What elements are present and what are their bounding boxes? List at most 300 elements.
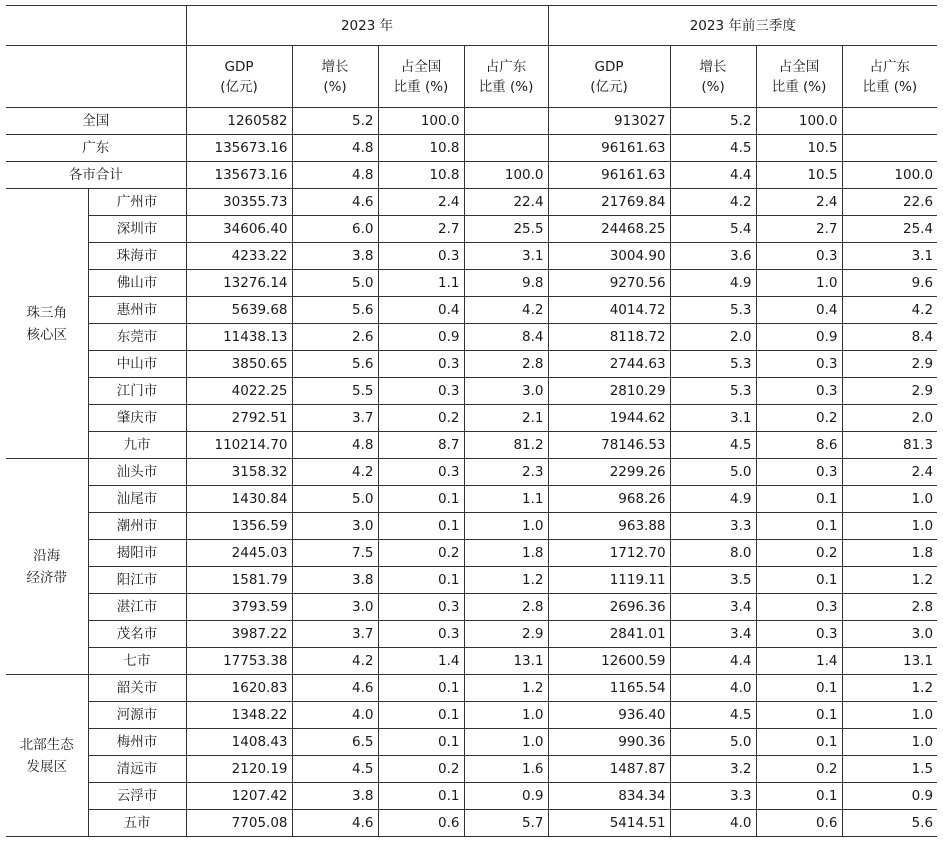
region-label-line: 发展区: [26, 758, 67, 775]
table-cell: 13276.14: [186, 270, 292, 297]
column-header-line: GDP: [224, 58, 254, 75]
city-label: 汕头市: [88, 459, 186, 486]
table-cell: 8.4: [842, 324, 937, 351]
table-header: [6, 6, 937, 108]
table-row: [6, 432, 937, 459]
table-cell: 1.0: [842, 486, 937, 513]
city-label: 湛江市: [88, 594, 186, 621]
table-row: [6, 216, 937, 243]
table-cell: 9270.56: [548, 270, 670, 297]
table-row: [6, 378, 937, 405]
table-cell: 3793.59: [186, 594, 292, 621]
table-cell: 10.5: [756, 135, 842, 162]
table-row: [6, 189, 937, 216]
table-cell: 2.0: [670, 324, 756, 351]
city-label: 汕尾市: [88, 486, 186, 513]
table-row: [6, 756, 937, 783]
table-cell: 0.2: [378, 405, 464, 432]
table-cell: 1.8: [464, 540, 548, 567]
table-cell: 22.4: [464, 189, 548, 216]
table-cell: 2.8: [464, 351, 548, 378]
table-cell: 2.4: [842, 459, 937, 486]
header-corner: [6, 6, 186, 46]
table-cell: 4.8: [292, 135, 378, 162]
table-cell: 0.3: [378, 351, 464, 378]
city-label: 肇庆市: [88, 405, 186, 432]
table-cell: 0.9: [842, 783, 937, 810]
city-label: 揭阳市: [88, 540, 186, 567]
table-cell: 21769.84: [548, 189, 670, 216]
table-cell: 0.3: [378, 621, 464, 648]
table-cell: 7.5: [292, 540, 378, 567]
table-cell: 0.3: [378, 243, 464, 270]
column-header-unit: 比重 (%): [393, 78, 449, 95]
city-label: 深圳市: [88, 216, 186, 243]
table-cell: 0.2: [756, 540, 842, 567]
table-cell: 4.0: [292, 702, 378, 729]
table-cell: 0.4: [378, 297, 464, 324]
table-cell: 4022.25: [186, 378, 292, 405]
city-label: 阳江市: [88, 567, 186, 594]
table-cell: 8.7: [378, 432, 464, 459]
table-row: [6, 459, 937, 486]
table-cell: 4.4: [670, 648, 756, 675]
table-cell: 1.0: [842, 702, 937, 729]
table-cell: 4.9: [670, 486, 756, 513]
table-cell: 1.0: [464, 513, 548, 540]
table-cell: 3.3: [670, 783, 756, 810]
column-header-line: 增长: [321, 58, 349, 75]
table-cell: 4014.72: [548, 297, 670, 324]
table-body: [6, 108, 937, 837]
table-cell: 10.8: [378, 135, 464, 162]
table-cell: 0.3: [378, 594, 464, 621]
city-label: 潮州市: [88, 513, 186, 540]
city-label: 佛山市: [88, 270, 186, 297]
table-cell: 1260582: [186, 108, 292, 135]
table-cell: 100.0: [756, 108, 842, 135]
table-cell: 1.2: [464, 675, 548, 702]
table-row: [6, 783, 937, 810]
region-label-line: 核心区: [26, 326, 67, 343]
table-cell: 7705.08: [186, 810, 292, 837]
table-cell: 1944.62: [548, 405, 670, 432]
table-cell: 22.6: [842, 189, 937, 216]
table-cell: 0.1: [756, 729, 842, 756]
table-cell: 0.3: [378, 378, 464, 405]
table-row: [6, 108, 937, 135]
table-cell: 1487.87: [548, 756, 670, 783]
table-row: [6, 594, 937, 621]
table-cell: 13.1: [842, 648, 937, 675]
header-group-q3: 2023 年前三季度: [548, 6, 937, 46]
table-cell: 135673.16: [186, 135, 292, 162]
row-label: 广东: [6, 135, 186, 162]
column-header: [756, 46, 842, 108]
table-cell: 5.2: [292, 108, 378, 135]
table-cell: 4.8: [292, 432, 378, 459]
region-label-line: 经济带: [26, 569, 67, 586]
table-cell: 11438.13: [186, 324, 292, 351]
table-row: [6, 486, 937, 513]
table-cell: 3.0: [842, 621, 937, 648]
table-cell: 2.4: [378, 189, 464, 216]
table-cell: 3.1: [464, 243, 548, 270]
table-cell: 4.2: [292, 459, 378, 486]
region-label: [6, 189, 88, 459]
table-cell: 0.1: [756, 783, 842, 810]
table-cell: 4.8: [292, 162, 378, 189]
column-header: [842, 46, 937, 108]
column-header-unit: (亿元): [220, 78, 258, 95]
city-label: 九市: [88, 432, 186, 459]
table-cell: 3004.90: [548, 243, 670, 270]
table-cell: 5.3: [670, 378, 756, 405]
table-cell: 0.3: [756, 459, 842, 486]
table-cell: 1430.84: [186, 486, 292, 513]
table-cell: 0.1: [378, 783, 464, 810]
region-label-line: 珠三角: [26, 304, 67, 321]
table-cell: 3.7: [292, 405, 378, 432]
table-cell: 3.7: [292, 621, 378, 648]
table-cell: 10.8: [378, 162, 464, 189]
column-header-unit: 比重 (%): [862, 78, 918, 95]
table-cell: 10.5: [756, 162, 842, 189]
table-cell: 0.3: [756, 594, 842, 621]
table-cell: 5.6: [842, 810, 937, 837]
table-cell: 13.1: [464, 648, 548, 675]
table-cell: 1408.43: [186, 729, 292, 756]
table-cell: 2.0: [842, 405, 937, 432]
table-cell: 4.0: [670, 810, 756, 837]
city-label: 河源市: [88, 702, 186, 729]
city-label: 江门市: [88, 378, 186, 405]
table-cell: 1581.79: [186, 567, 292, 594]
table-cell: 5.0: [292, 270, 378, 297]
table-cell: 3.6: [670, 243, 756, 270]
table-cell: 990.36: [548, 729, 670, 756]
column-header: [378, 46, 464, 108]
column-header-unit: (%): [323, 78, 347, 95]
table-cell: 1.2: [842, 675, 937, 702]
table-cell: [842, 108, 937, 135]
city-label: 东莞市: [88, 324, 186, 351]
table-cell: 1.0: [842, 729, 937, 756]
city-label: 珠海市: [88, 243, 186, 270]
table-cell: 5414.51: [548, 810, 670, 837]
column-header: [186, 46, 292, 108]
table-cell: 5.6: [292, 297, 378, 324]
table-row: [6, 567, 937, 594]
table-cell: 1119.11: [548, 567, 670, 594]
table-cell: 1.6: [464, 756, 548, 783]
table-cell: 3.2: [670, 756, 756, 783]
table-cell: 0.4: [756, 297, 842, 324]
table-cell: 9.6: [842, 270, 937, 297]
table-row: [6, 729, 937, 756]
table-cell: 8118.72: [548, 324, 670, 351]
table-cell: 30355.73: [186, 189, 292, 216]
table-cell: 6.5: [292, 729, 378, 756]
table-cell: 1.4: [756, 648, 842, 675]
table-cell: 0.3: [378, 459, 464, 486]
table-cell: 968.26: [548, 486, 670, 513]
header-corner-lower: [6, 46, 186, 108]
table-cell: 6.0: [292, 216, 378, 243]
table-cell: 3158.32: [186, 459, 292, 486]
table-row: [6, 351, 937, 378]
table-cell: 0.2: [756, 756, 842, 783]
table-row: [6, 702, 937, 729]
table-cell: 3.0: [292, 513, 378, 540]
table-row: [6, 621, 937, 648]
table-cell: 0.3: [756, 243, 842, 270]
table-row: [6, 513, 937, 540]
city-label: 韶关市: [88, 675, 186, 702]
table-cell: 81.2: [464, 432, 548, 459]
table-cell: 1.2: [842, 567, 937, 594]
table-cell: 2.8: [842, 594, 937, 621]
column-header-line: 占广东: [869, 58, 911, 75]
table-cell: 100.0: [464, 162, 548, 189]
city-label: 梅州市: [88, 729, 186, 756]
table-cell: 96161.63: [548, 135, 670, 162]
table-cell: 2792.51: [186, 405, 292, 432]
table-cell: 110214.70: [186, 432, 292, 459]
table-cell: 135673.16: [186, 162, 292, 189]
table-cell: 3.8: [292, 243, 378, 270]
table-cell: 3987.22: [186, 621, 292, 648]
column-header-line: 占全国: [778, 58, 820, 75]
table-cell: 4.6: [292, 189, 378, 216]
table-cell: 34606.40: [186, 216, 292, 243]
table-cell: 1.0: [756, 270, 842, 297]
table-cell: 3.8: [292, 567, 378, 594]
region-label: [6, 675, 88, 837]
table-cell: 4.5: [670, 702, 756, 729]
table-cell: 4.5: [292, 756, 378, 783]
table-cell: 1.5: [842, 756, 937, 783]
table-cell: 1620.83: [186, 675, 292, 702]
region-label-line: 沿海: [33, 547, 61, 564]
table-cell: 0.9: [378, 324, 464, 351]
table-cell: 3.0: [464, 378, 548, 405]
table-row: [6, 162, 937, 189]
table-cell: 3.3: [670, 513, 756, 540]
table-cell: 2841.01: [548, 621, 670, 648]
table-row: [6, 405, 937, 432]
region-label: [6, 459, 88, 675]
column-header-unit: (亿元): [590, 78, 628, 95]
table-cell: 3.1: [842, 243, 937, 270]
table-cell: 1.0: [464, 729, 548, 756]
table-cell: 100.0: [378, 108, 464, 135]
city-label: 云浮市: [88, 783, 186, 810]
table-cell: 3.4: [670, 621, 756, 648]
table-cell: 1165.54: [548, 675, 670, 702]
table-cell: 78146.53: [548, 432, 670, 459]
table-row: [6, 810, 937, 837]
table-cell: [464, 108, 548, 135]
table-cell: 12600.59: [548, 648, 670, 675]
row-label: 各市合计: [6, 162, 186, 189]
table-cell: 5.3: [670, 297, 756, 324]
table-cell: 4.2: [464, 297, 548, 324]
table-cell: 2.3: [464, 459, 548, 486]
table-cell: 2696.36: [548, 594, 670, 621]
table-cell: 2299.26: [548, 459, 670, 486]
column-header: [464, 46, 548, 108]
table-cell: 3.0: [292, 594, 378, 621]
table-cell: 0.1: [756, 702, 842, 729]
table-cell: 0.9: [756, 324, 842, 351]
table-cell: 0.6: [756, 810, 842, 837]
table-cell: 4.6: [292, 675, 378, 702]
table-cell: 2.4: [756, 189, 842, 216]
table-cell: 8.6: [756, 432, 842, 459]
table-cell: 0.1: [756, 486, 842, 513]
table-cell: 0.3: [756, 351, 842, 378]
table-cell: 1348.22: [186, 702, 292, 729]
table-cell: 0.1: [378, 702, 464, 729]
row-label: 全国: [6, 108, 186, 135]
table-cell: 5.6: [292, 351, 378, 378]
table-cell: 3.8: [292, 783, 378, 810]
table-cell: 0.1: [756, 675, 842, 702]
city-label: 七市: [88, 648, 186, 675]
column-header-unit: (%): [701, 78, 725, 95]
table-cell: 24468.25: [548, 216, 670, 243]
table-row: [6, 675, 937, 702]
table-cell: 1.1: [378, 270, 464, 297]
table-row: [6, 243, 937, 270]
table-cell: 0.1: [378, 486, 464, 513]
table-cell: 913027: [548, 108, 670, 135]
table-cell: 1.8: [842, 540, 937, 567]
table-cell: 2.9: [842, 351, 937, 378]
table-row: [6, 540, 937, 567]
table-cell: 4.0: [670, 675, 756, 702]
table-cell: 0.1: [756, 567, 842, 594]
table-cell: 4.2: [670, 189, 756, 216]
table-cell: 8.0: [670, 540, 756, 567]
table-cell: 25.4: [842, 216, 937, 243]
table-cell: 5.3: [670, 351, 756, 378]
table-cell: 0.1: [756, 513, 842, 540]
table-cell: 0.2: [378, 756, 464, 783]
table-cell: 2.8: [464, 594, 548, 621]
region-label-line: 北部生态: [19, 736, 74, 753]
city-label: 五市: [88, 810, 186, 837]
table-cell: 17753.38: [186, 648, 292, 675]
table-cell: 2.6: [292, 324, 378, 351]
table-cell: 1356.59: [186, 513, 292, 540]
table-cell: 4.5: [670, 432, 756, 459]
table-cell: 0.2: [378, 540, 464, 567]
column-header: [548, 46, 670, 108]
column-header: [292, 46, 378, 108]
table-cell: 5.4: [670, 216, 756, 243]
table-row: [6, 270, 937, 297]
table-cell: 0.1: [378, 675, 464, 702]
table-cell: 5.0: [670, 459, 756, 486]
city-label: 清远市: [88, 756, 186, 783]
table-cell: 936.40: [548, 702, 670, 729]
table-cell: 0.3: [756, 621, 842, 648]
column-header-line: 占广东: [485, 58, 527, 75]
city-label: 惠州市: [88, 297, 186, 324]
table-cell: 2.1: [464, 405, 548, 432]
table-row: [6, 297, 937, 324]
table-cell: [464, 135, 548, 162]
table-cell: 5.7: [464, 810, 548, 837]
table-cell: 9.8: [464, 270, 548, 297]
table-cell: 5.0: [292, 486, 378, 513]
table-cell: 3850.65: [186, 351, 292, 378]
header-group-2023: 2023 年: [186, 6, 548, 46]
table-cell: 0.9: [464, 783, 548, 810]
table-cell: [842, 135, 937, 162]
table-cell: 96161.63: [548, 162, 670, 189]
table-cell: 4.5: [670, 135, 756, 162]
table-cell: 1207.42: [186, 783, 292, 810]
table-cell: 2120.19: [186, 756, 292, 783]
city-label: 中山市: [88, 351, 186, 378]
table-cell: 1.1: [464, 486, 548, 513]
table-cell: 2.9: [464, 621, 548, 648]
table-cell: 963.88: [548, 513, 670, 540]
table-cell: 2445.03: [186, 540, 292, 567]
table-cell: 4233.22: [186, 243, 292, 270]
column-header-unit: 比重 (%): [771, 78, 827, 95]
table-cell: 4.9: [670, 270, 756, 297]
table-cell: 5639.68: [186, 297, 292, 324]
table-cell: 25.5: [464, 216, 548, 243]
table-cell: 4.4: [670, 162, 756, 189]
table-cell: 834.34: [548, 783, 670, 810]
table-cell: 0.1: [378, 567, 464, 594]
city-label: 茂名市: [88, 621, 186, 648]
gdp-table: [6, 5, 937, 837]
table-row: [6, 648, 937, 675]
column-header-unit: 比重 (%): [478, 78, 534, 95]
table-cell: 8.4: [464, 324, 548, 351]
table-cell: 1712.70: [548, 540, 670, 567]
table-cell: 5.2: [670, 108, 756, 135]
table-cell: 4.6: [292, 810, 378, 837]
column-header-line: 增长: [699, 58, 727, 75]
table-cell: 1.4: [378, 648, 464, 675]
table-cell: 1.0: [464, 702, 548, 729]
table-row: [6, 135, 937, 162]
table-cell: 2.7: [756, 216, 842, 243]
table-cell: 2.7: [378, 216, 464, 243]
table-cell: 0.1: [378, 513, 464, 540]
table-cell: 0.3: [756, 378, 842, 405]
table-cell: 4.2: [292, 648, 378, 675]
column-header-line: GDP: [594, 58, 624, 75]
table-cell: 3.4: [670, 594, 756, 621]
table-cell: 2744.63: [548, 351, 670, 378]
table-cell: 0.2: [756, 405, 842, 432]
table-cell: 1.0: [842, 513, 937, 540]
table-cell: 5.5: [292, 378, 378, 405]
table-cell: 5.0: [670, 729, 756, 756]
city-label: 广州市: [88, 189, 186, 216]
table-cell: 3.5: [670, 567, 756, 594]
table-row: [6, 324, 937, 351]
table-cell: 4.2: [842, 297, 937, 324]
